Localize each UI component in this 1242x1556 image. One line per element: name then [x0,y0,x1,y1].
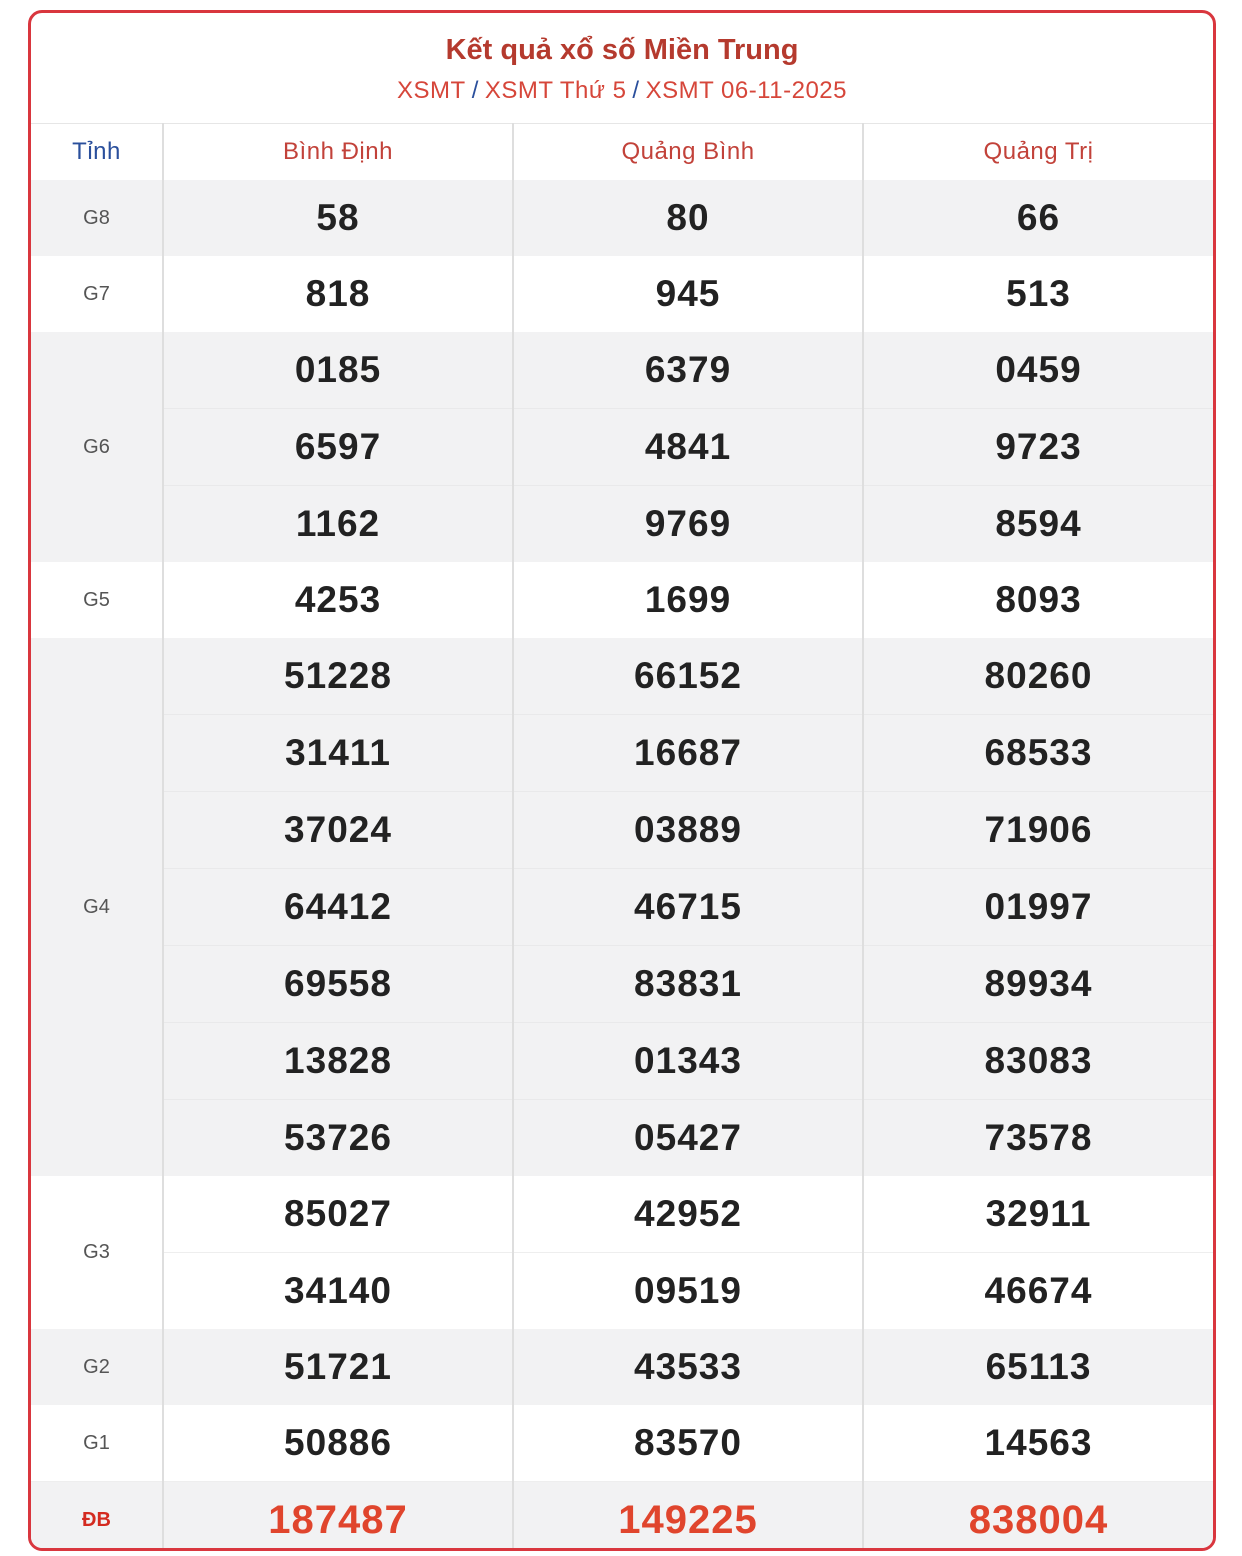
result-number: 09519 [513,1253,863,1330]
prize-row-g6 [31,486,1213,563]
table-header-row [31,124,1213,181]
result-number: 187487 [163,1482,513,1552]
result-number: 9769 [513,486,863,563]
result-number: 43533 [513,1329,863,1405]
result-number: 51228 [163,638,513,715]
province-header-quang-binh: Quảng Bình [513,124,863,181]
result-number: 50886 [163,1405,513,1482]
results-body [31,180,1213,1551]
result-number: 14563 [863,1405,1213,1482]
result-number: 53726 [163,1100,513,1177]
result-number: 66 [863,180,1213,256]
prize-label-special: ĐB [31,1482,163,1552]
result-number: 80 [513,180,863,256]
result-number: 42952 [513,1176,863,1253]
prize-row-g3 [31,1176,1213,1253]
prize-row-g4 [31,946,1213,1023]
prize-label-g8: G8 [31,180,163,256]
result-number: 945 [513,256,863,332]
result-number: 6379 [513,332,863,409]
prize-row-g6 [31,332,1213,409]
prize-row-g3 [31,1253,1213,1330]
result-number: 03889 [513,792,863,869]
prize-row-g2 [31,1329,1213,1405]
prize-label-g3: G3 [31,1176,163,1329]
result-number: 0459 [863,332,1213,409]
page-title: Kết quả xổ số Miền Trung [445,34,799,66]
result-number: 9723 [863,409,1213,486]
breadcrumb [31,77,1213,105]
result-number: 31411 [163,715,513,792]
result-number: 34140 [163,1253,513,1330]
results-table [31,123,1213,1551]
prize-label-g6: G6 [31,332,163,562]
result-number: 1699 [513,562,863,638]
breadcrumb-link-xsmt[interactable]: XSMT [397,77,466,104]
prize-row-g4 [31,1023,1213,1100]
results-header [31,13,1213,123]
prize-label-g7: G7 [31,256,163,332]
result-number: 8093 [863,562,1213,638]
result-number: 66152 [513,638,863,715]
result-number: 8594 [863,486,1213,563]
prize-row-g4 [31,715,1213,792]
result-number: 73578 [863,1100,1213,1177]
result-number: 46674 [863,1253,1213,1330]
result-number: 58 [163,180,513,256]
result-number: 16687 [513,715,863,792]
prize-row-g8 [31,180,1213,256]
result-number: 6597 [163,409,513,486]
result-number: 69558 [163,946,513,1023]
province-header-binh-dinh: Bình Định [163,124,513,181]
prize-row-g1 [31,1405,1213,1482]
prize-label-g5: G5 [31,562,163,638]
results-card [28,10,1216,1551]
result-number: 32911 [863,1176,1213,1253]
result-number: 46715 [513,869,863,946]
result-number: 80260 [863,638,1213,715]
prize-label-g1: G1 [31,1405,163,1482]
prize-row-g7 [31,256,1213,332]
result-number: 71906 [863,792,1213,869]
result-number: 818 [163,256,513,332]
province-header-quang-tri: Quảng Trị [863,124,1213,181]
result-number: 83831 [513,946,863,1023]
result-number: 51721 [163,1329,513,1405]
province-column-header: Tỉnh [31,124,163,181]
prize-label-g2: G2 [31,1329,163,1405]
result-number: 4253 [163,562,513,638]
result-number: 64412 [163,869,513,946]
result-number: 83570 [513,1405,863,1482]
result-number: 05427 [513,1100,863,1177]
result-number: 85027 [163,1176,513,1253]
prize-row-g4 [31,638,1213,715]
prize-row-g6 [31,409,1213,486]
result-number: 13828 [163,1023,513,1100]
prize-row-g5 [31,562,1213,638]
result-number: 89934 [863,946,1213,1023]
prize-row-g4 [31,869,1213,946]
breadcrumb-link-xsmt-thu-5[interactable]: XSMT Thứ 5 [484,77,627,104]
breadcrumb-link-xsmt-date[interactable]: XSMT 06-11-2025 [645,77,847,104]
result-number: 01343 [513,1023,863,1100]
prize-row-g4 [31,1100,1213,1177]
result-number: 83083 [863,1023,1213,1100]
result-number: 513 [863,256,1213,332]
result-number: 838004 [863,1482,1213,1552]
prize-row-g4 [31,792,1213,869]
result-number: 01997 [863,869,1213,946]
result-number: 4841 [513,409,863,486]
result-number: 0185 [163,332,513,409]
result-number: 68533 [863,715,1213,792]
breadcrumb-separator: / [632,77,640,104]
result-number: 149225 [513,1482,863,1552]
prize-row-special [31,1482,1213,1552]
result-number: 1162 [163,486,513,563]
prize-label-g4: G4 [31,638,163,1176]
breadcrumb-separator: / [471,77,479,104]
result-number: 65113 [863,1329,1213,1405]
result-number: 37024 [163,792,513,869]
